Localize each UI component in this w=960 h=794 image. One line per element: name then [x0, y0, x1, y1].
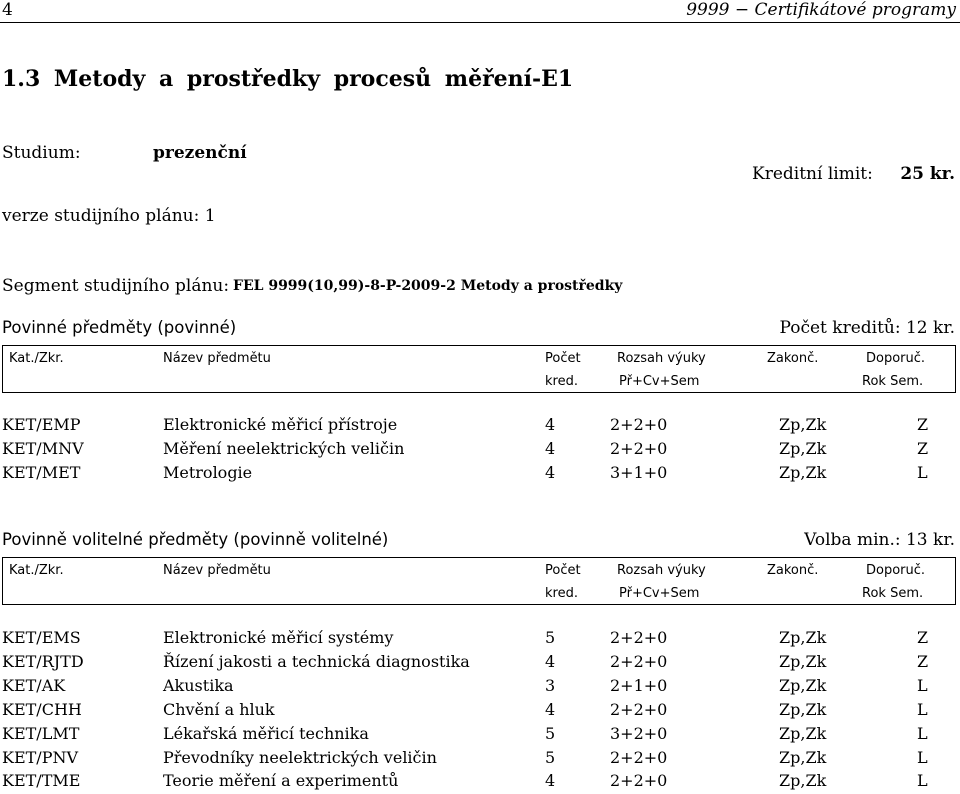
header-rule: [0, 22, 960, 23]
col-dop: Doporuč.: [866, 351, 926, 366]
section-credit-info: Počet kreditů: 12 kr.: [779, 318, 955, 338]
course-code: KET/MNV: [2, 439, 84, 458]
page-number: 4: [2, 0, 13, 20]
course-completion: Zp,Zk: [779, 415, 827, 434]
col-kred: Počet: [545, 563, 581, 578]
course-completion: Zp,Zk: [779, 771, 827, 790]
course-hours: 2+2+0: [610, 415, 668, 434]
course-credits: 5: [545, 628, 556, 647]
course-completion: Zp,Zk: [779, 439, 827, 458]
col-kred: Počet: [545, 351, 581, 366]
course-semester: L: [917, 748, 928, 767]
course-completion: Zp,Zk: [779, 724, 827, 743]
course-semester: L: [917, 463, 928, 482]
course-name: Elektronické měřicí přístroje: [163, 415, 398, 434]
course-code: KET/TME: [2, 771, 81, 790]
course-semester: Z: [917, 652, 929, 671]
col-rozsah-sub: Př+Cv+Sem: [619, 374, 700, 389]
studium-value: prezenční: [153, 143, 247, 163]
running-title: 9999 − Certifikátové programy: [686, 0, 956, 20]
col-rozsah: Rozsah výuky: [617, 351, 706, 366]
course-hours: 2+2+0: [610, 700, 668, 719]
course-semester: L: [917, 771, 928, 790]
course-name: Akustika: [163, 676, 234, 695]
table-row: [0, 463, 960, 485]
course-code: KET/RJTD: [2, 652, 84, 671]
segment-value: FEL 9999(10,99)-8-P-2009-2 Metody a prostředky: [233, 278, 623, 294]
course-credits: 4: [545, 700, 556, 719]
course-credits: 4: [545, 652, 556, 671]
course-credits: 3: [545, 676, 556, 695]
table-row: [0, 724, 960, 746]
course-code: KET/MET: [2, 463, 81, 482]
course-completion: Zp,Zk: [779, 676, 827, 695]
section-title: Povinně volitelné předměty (povinně volitelné): [2, 530, 389, 549]
col-kred-sub: kred.: [545, 586, 578, 601]
course-credits: 4: [545, 771, 556, 790]
section-credit-info: Volba min.: 13 kr.: [804, 530, 955, 550]
course-hours: 2+2+0: [610, 628, 668, 647]
table-row: [0, 628, 960, 650]
course-semester: Z: [917, 415, 929, 434]
col-zak: Zakonč.: [767, 563, 819, 578]
col-dop: Doporuč.: [866, 563, 926, 578]
segment-label: Segment studijního plánu:: [2, 276, 230, 296]
table-row: [0, 771, 960, 793]
col-rozsah-sub: Př+Cv+Sem: [619, 586, 700, 601]
course-name: Metrologie: [163, 463, 253, 482]
page-title: 1.3 Metody a prostředky procesů měření-E1: [2, 66, 574, 92]
course-semester: L: [917, 724, 928, 743]
course-name: Chvění a hluk: [163, 700, 275, 719]
course-code: KET/CHH: [2, 700, 82, 719]
course-code: KET/LMT: [2, 724, 80, 743]
course-completion: Zp,Zk: [779, 652, 827, 671]
course-hours: 2+1+0: [610, 676, 668, 695]
course-credits: 5: [545, 724, 556, 743]
course-semester: Z: [917, 439, 929, 458]
table-row: [0, 415, 960, 437]
kredit-limit-label: Kreditní limit:: [752, 164, 873, 184]
course-completion: Zp,Zk: [779, 463, 827, 482]
table-row: [0, 748, 960, 770]
plan-version: verze studijního plánu: 1: [2, 206, 216, 226]
course-completion: Zp,Zk: [779, 628, 827, 647]
course-completion: Zp,Zk: [779, 748, 827, 767]
col-dop-sub: Rok Sem.: [862, 374, 924, 389]
course-name: Řízení jakosti a technická diagnostika: [163, 652, 470, 671]
course-hours: 2+2+0: [610, 652, 668, 671]
studium-label: Studium:: [2, 143, 81, 163]
col-name: Název předmětu: [163, 563, 271, 578]
table-row: [0, 652, 960, 674]
course-name: Lékařská měřicí technika: [163, 724, 369, 743]
course-code: KET/EMP: [2, 415, 81, 434]
course-semester: L: [917, 700, 928, 719]
course-credits: 5: [545, 748, 556, 767]
course-name: Elektronické měřicí systémy: [163, 628, 394, 647]
course-completion: Zp,Zk: [779, 700, 827, 719]
col-code: Kat./Zkr.: [9, 563, 64, 578]
course-semester: Z: [917, 628, 929, 647]
table-row: [0, 676, 960, 698]
course-credits: 4: [545, 463, 556, 482]
course-name: Měření neelektrických veličin: [163, 439, 405, 458]
course-code: KET/EMS: [2, 628, 81, 647]
course-semester: L: [917, 676, 928, 695]
section-title: Povinné předměty (povinné): [2, 318, 237, 337]
course-hours: 3+2+0: [610, 724, 668, 743]
course-hours: 3+1+0: [610, 463, 668, 482]
course-hours: 2+2+0: [610, 748, 668, 767]
course-hours: 2+2+0: [610, 439, 668, 458]
course-credits: 4: [545, 439, 556, 458]
course-code: KET/PNV: [2, 748, 79, 767]
col-kred-sub: kred.: [545, 374, 578, 389]
course-hours: 2+2+0: [610, 771, 668, 790]
table-row: [0, 439, 960, 461]
course-name: Teorie měření a experimentů: [163, 771, 399, 790]
col-dop-sub: Rok Sem.: [862, 586, 924, 601]
kredit-limit-value: 25 kr.: [900, 164, 955, 184]
table-row: [0, 700, 960, 722]
course-credits: 4: [545, 415, 556, 434]
course-code: KET/AK: [2, 676, 66, 695]
col-zak: Zakonč.: [767, 351, 819, 366]
course-name: Převodníky neelektrických veličin: [163, 748, 437, 767]
col-code: Kat./Zkr.: [9, 351, 64, 366]
col-name: Název předmětu: [163, 351, 271, 366]
col-rozsah: Rozsah výuky: [617, 563, 706, 578]
